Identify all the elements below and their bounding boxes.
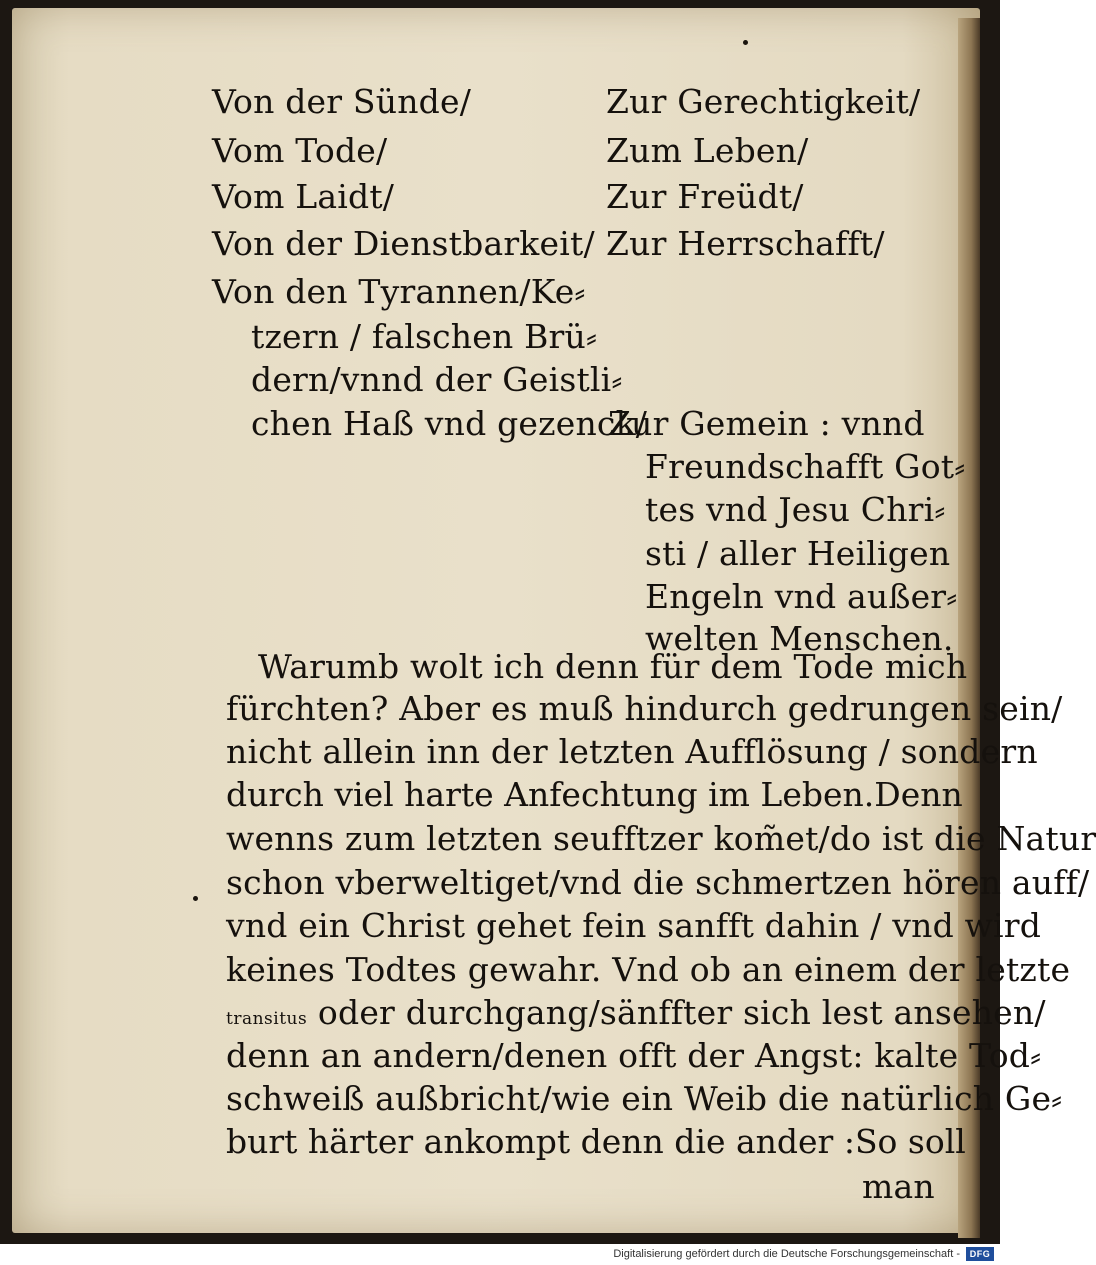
right-line-9: Engeln vnd außer⸗ [645, 577, 958, 616]
left-line-5: Von den Tyrannen/Ke⸗ [212, 272, 586, 311]
paragraph-line-3: nicht allein inn der letzten Aufflösung / sondern [226, 732, 1038, 771]
paragraph-line-12-end: So soll [854, 1122, 966, 1161]
paragraph-line-2: fürchten? Aber es muß hindurch gedrungen sein/ [226, 689, 1063, 728]
left-line-7: dern/vnnd der Geistli⸗ [251, 360, 623, 399]
paragraph-line-8: keines Todtes gewahr. Vnd ob an einem der letzte [226, 950, 1071, 989]
right-line-2: Zum Leben/ [606, 131, 809, 170]
right-line-6: Freundschafft Got⸗ [645, 447, 966, 486]
paragraph-line-4-end: Denn [874, 775, 963, 814]
paragraph-line-9 [226, 993, 1046, 1032]
paragraph-line-7: vnd ein Christ gehet fein sanfft dahin / vnd wird [226, 906, 1042, 945]
footer-bar [0, 1244, 1000, 1265]
right-line-4: Zur Herrschafft/ [606, 224, 885, 263]
footer-credit: Digitalisierung gefördert durch die Deutsche Forschungsgemeinschaft - [613, 1248, 960, 1260]
left-line-1: Von der Sünde/ [212, 82, 472, 121]
right-line-3: Zur Freüdt/ [606, 177, 804, 216]
right-line-1: Zur Gerechtigkeit/ [606, 82, 921, 121]
left-line-8: chen Haß vnd gezenck/ [251, 404, 648, 443]
catchword: man [862, 1167, 935, 1206]
ink-speck-margin [193, 896, 198, 901]
left-line-3: Vom Laidt/ [212, 177, 395, 216]
paragraph-line-6: schon vberweltiget/vnd die schmertzen hören auff/ [226, 863, 1090, 902]
paragraph-line-5: wenns zum letzten seufftzer kom̃et/do ist die Natur [226, 819, 1096, 858]
paragraph-line-12-text: burt härter ankompt denn die ander : [226, 1122, 855, 1161]
left-line-6: tzern / falschen Brü⸗ [251, 317, 598, 356]
dfg-logo: DFG [966, 1247, 994, 1261]
ink-speck-top [743, 40, 748, 45]
paragraph-line-11: schweiß außbricht/wie ein Weib die natürlich Ge⸗ [226, 1079, 1063, 1118]
right-line-7: tes vnd Jesu Chri⸗ [645, 490, 946, 529]
left-line-2: Vom Tode/ [212, 131, 388, 170]
paragraph-line-12 [226, 1122, 966, 1161]
paragraph-line-10: denn an andern/denen offt der Angst: kalte Tod⸗ [226, 1036, 1042, 1075]
paragraph-line-9-text: oder durchgang/sänffter sich lest ansehen/ [317, 993, 1046, 1032]
latin-gloss: transitus [226, 1009, 308, 1029]
paragraph-line-4 [226, 775, 963, 814]
right-line-5: Zur Gemein : vnnd [608, 404, 925, 443]
right-line-10: welten Menschen. [645, 619, 954, 658]
left-line-4: Von der Dienstbarkeit/ [212, 224, 595, 263]
paragraph-line-1: Warumb wolt ich denn für dem Tode mich [258, 647, 968, 686]
paragraph-line-4-text: durch viel harte Anfechtung im Leben. [226, 775, 875, 814]
right-line-8: sti / aller Heiligen [645, 534, 951, 573]
